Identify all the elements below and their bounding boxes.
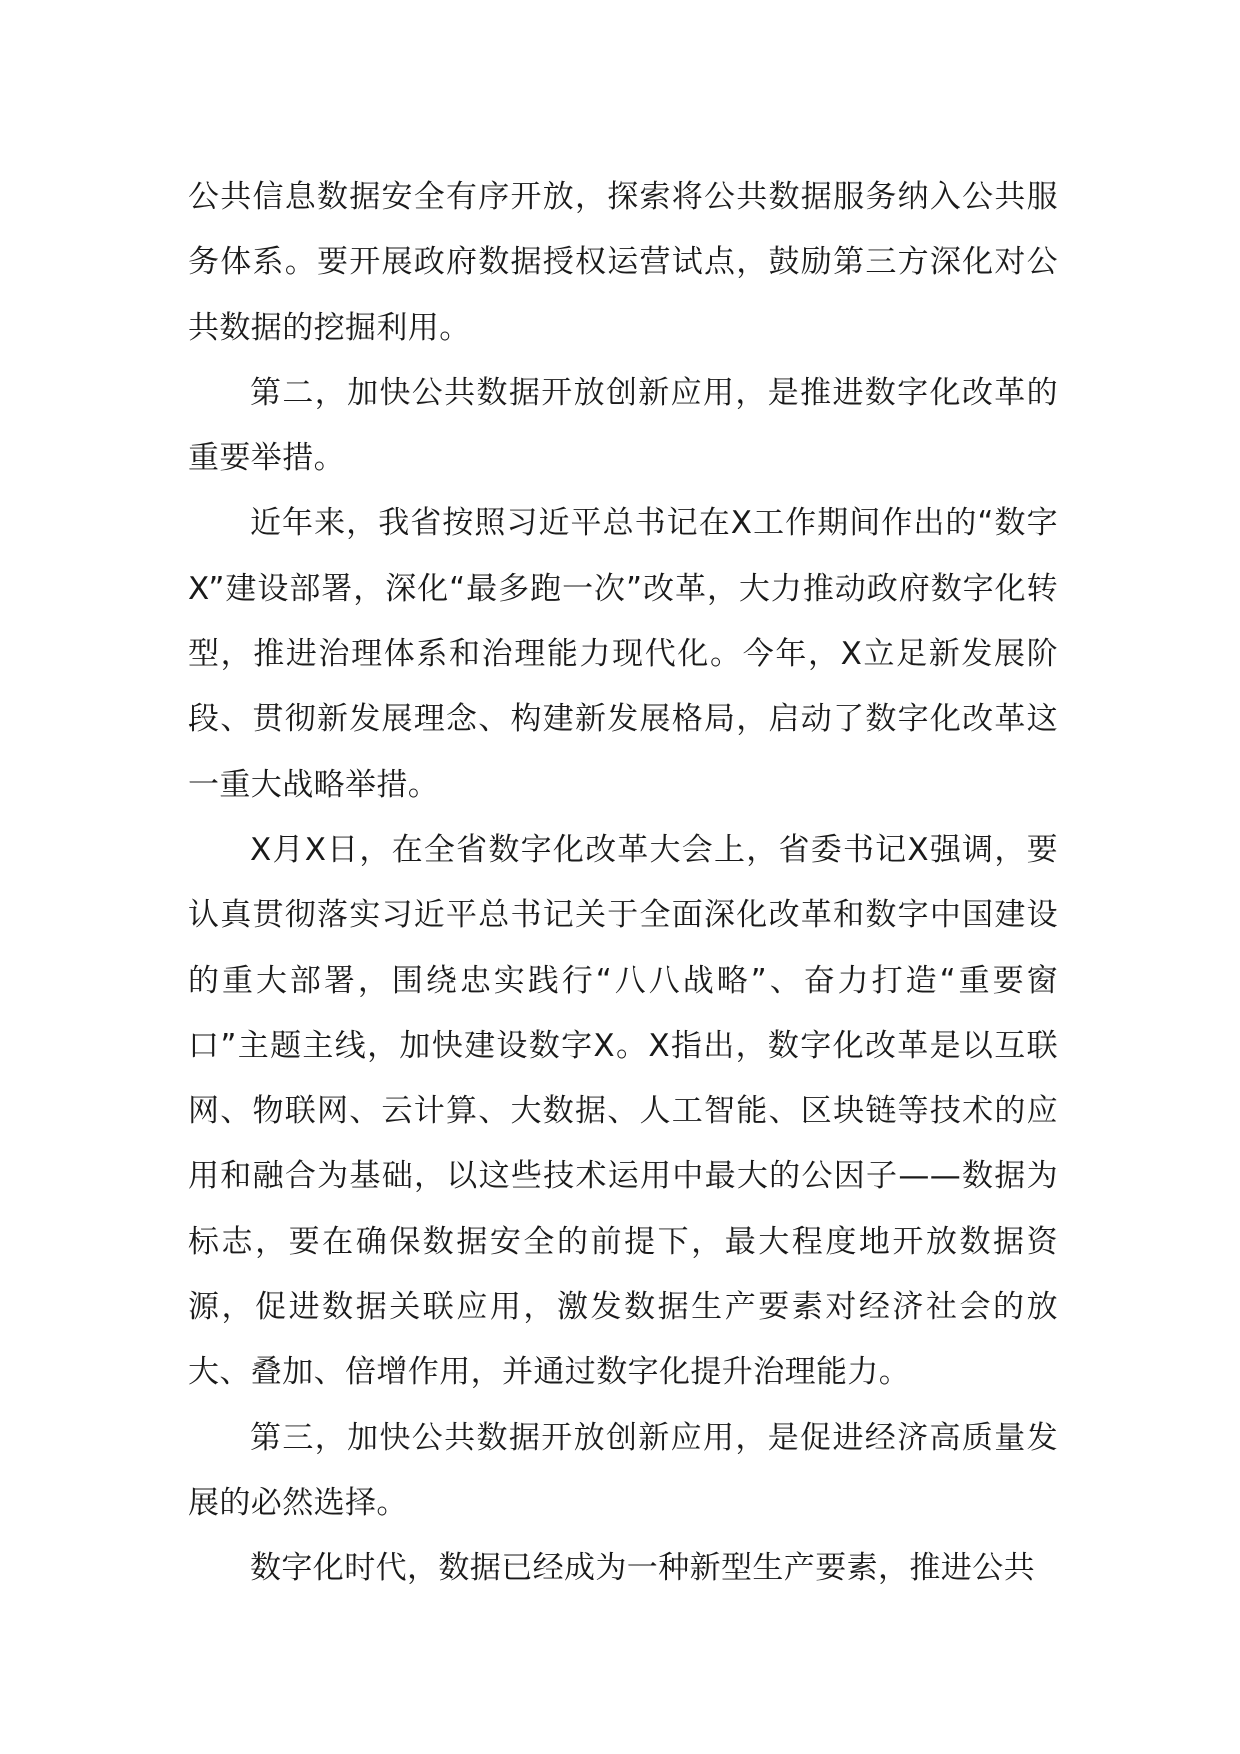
- paragraph-1: 公共信息数据安全有序开放，探索将公共数据服务纳入公共服务体系。要开展政府数据授权运营试点，鼓励第三方深化对公共数据的挖掘利用。: [188, 179, 1058, 346]
- paragraph-6: 数字化时代，数据已经成为一种新型生产要素，推进公共: [250, 1550, 1035, 1587]
- document-body: [188, 165, 1058, 1602]
- paragraph-5: 第三，加快公共数据开放创新应用，是促进经济高质量发展的必然选择。: [188, 1419, 1058, 1521]
- paragraph-2: 第二，加快公共数据开放创新应用，是推进数字化改革的重要举措。: [188, 374, 1058, 477]
- paragraph-3: 近年来，我省按照习近平总书记在X工作期间作出的“数字X”建设部署，深化“最多跑一次”改革，大力推动政府数字化转型，推进治理体系和治理能力现代化。今年，X立足新发展阶段、贯彻新发展理念、构建新发展格局，启动了数字化改革这一重大战略举措。: [188, 505, 1058, 803]
- paragraph-4: X月X日，在全省数字化改革大会上，省委书记X强调，要认真贯彻落实习近平总书记关于全面深化改革和数字中国建设的重大部署，围绕忠实践行“八八战略”、奋力打造“重要窗口”主题主线，加快建设数字X。X指出，数字化改革是以互联网、物联网、云计算、大数据、人工智能、区块链等技术的应用和融合为基础，以这些技术运用中最大的公因子——数据为标志，要在确保数据安全的前提下，最大程度地开放数据资源，促进数据关联应用，激发数据生产要素对经济社会的放大、叠加、倍增作用，并通过数字化提升治理能力。: [188, 831, 1058, 1391]
